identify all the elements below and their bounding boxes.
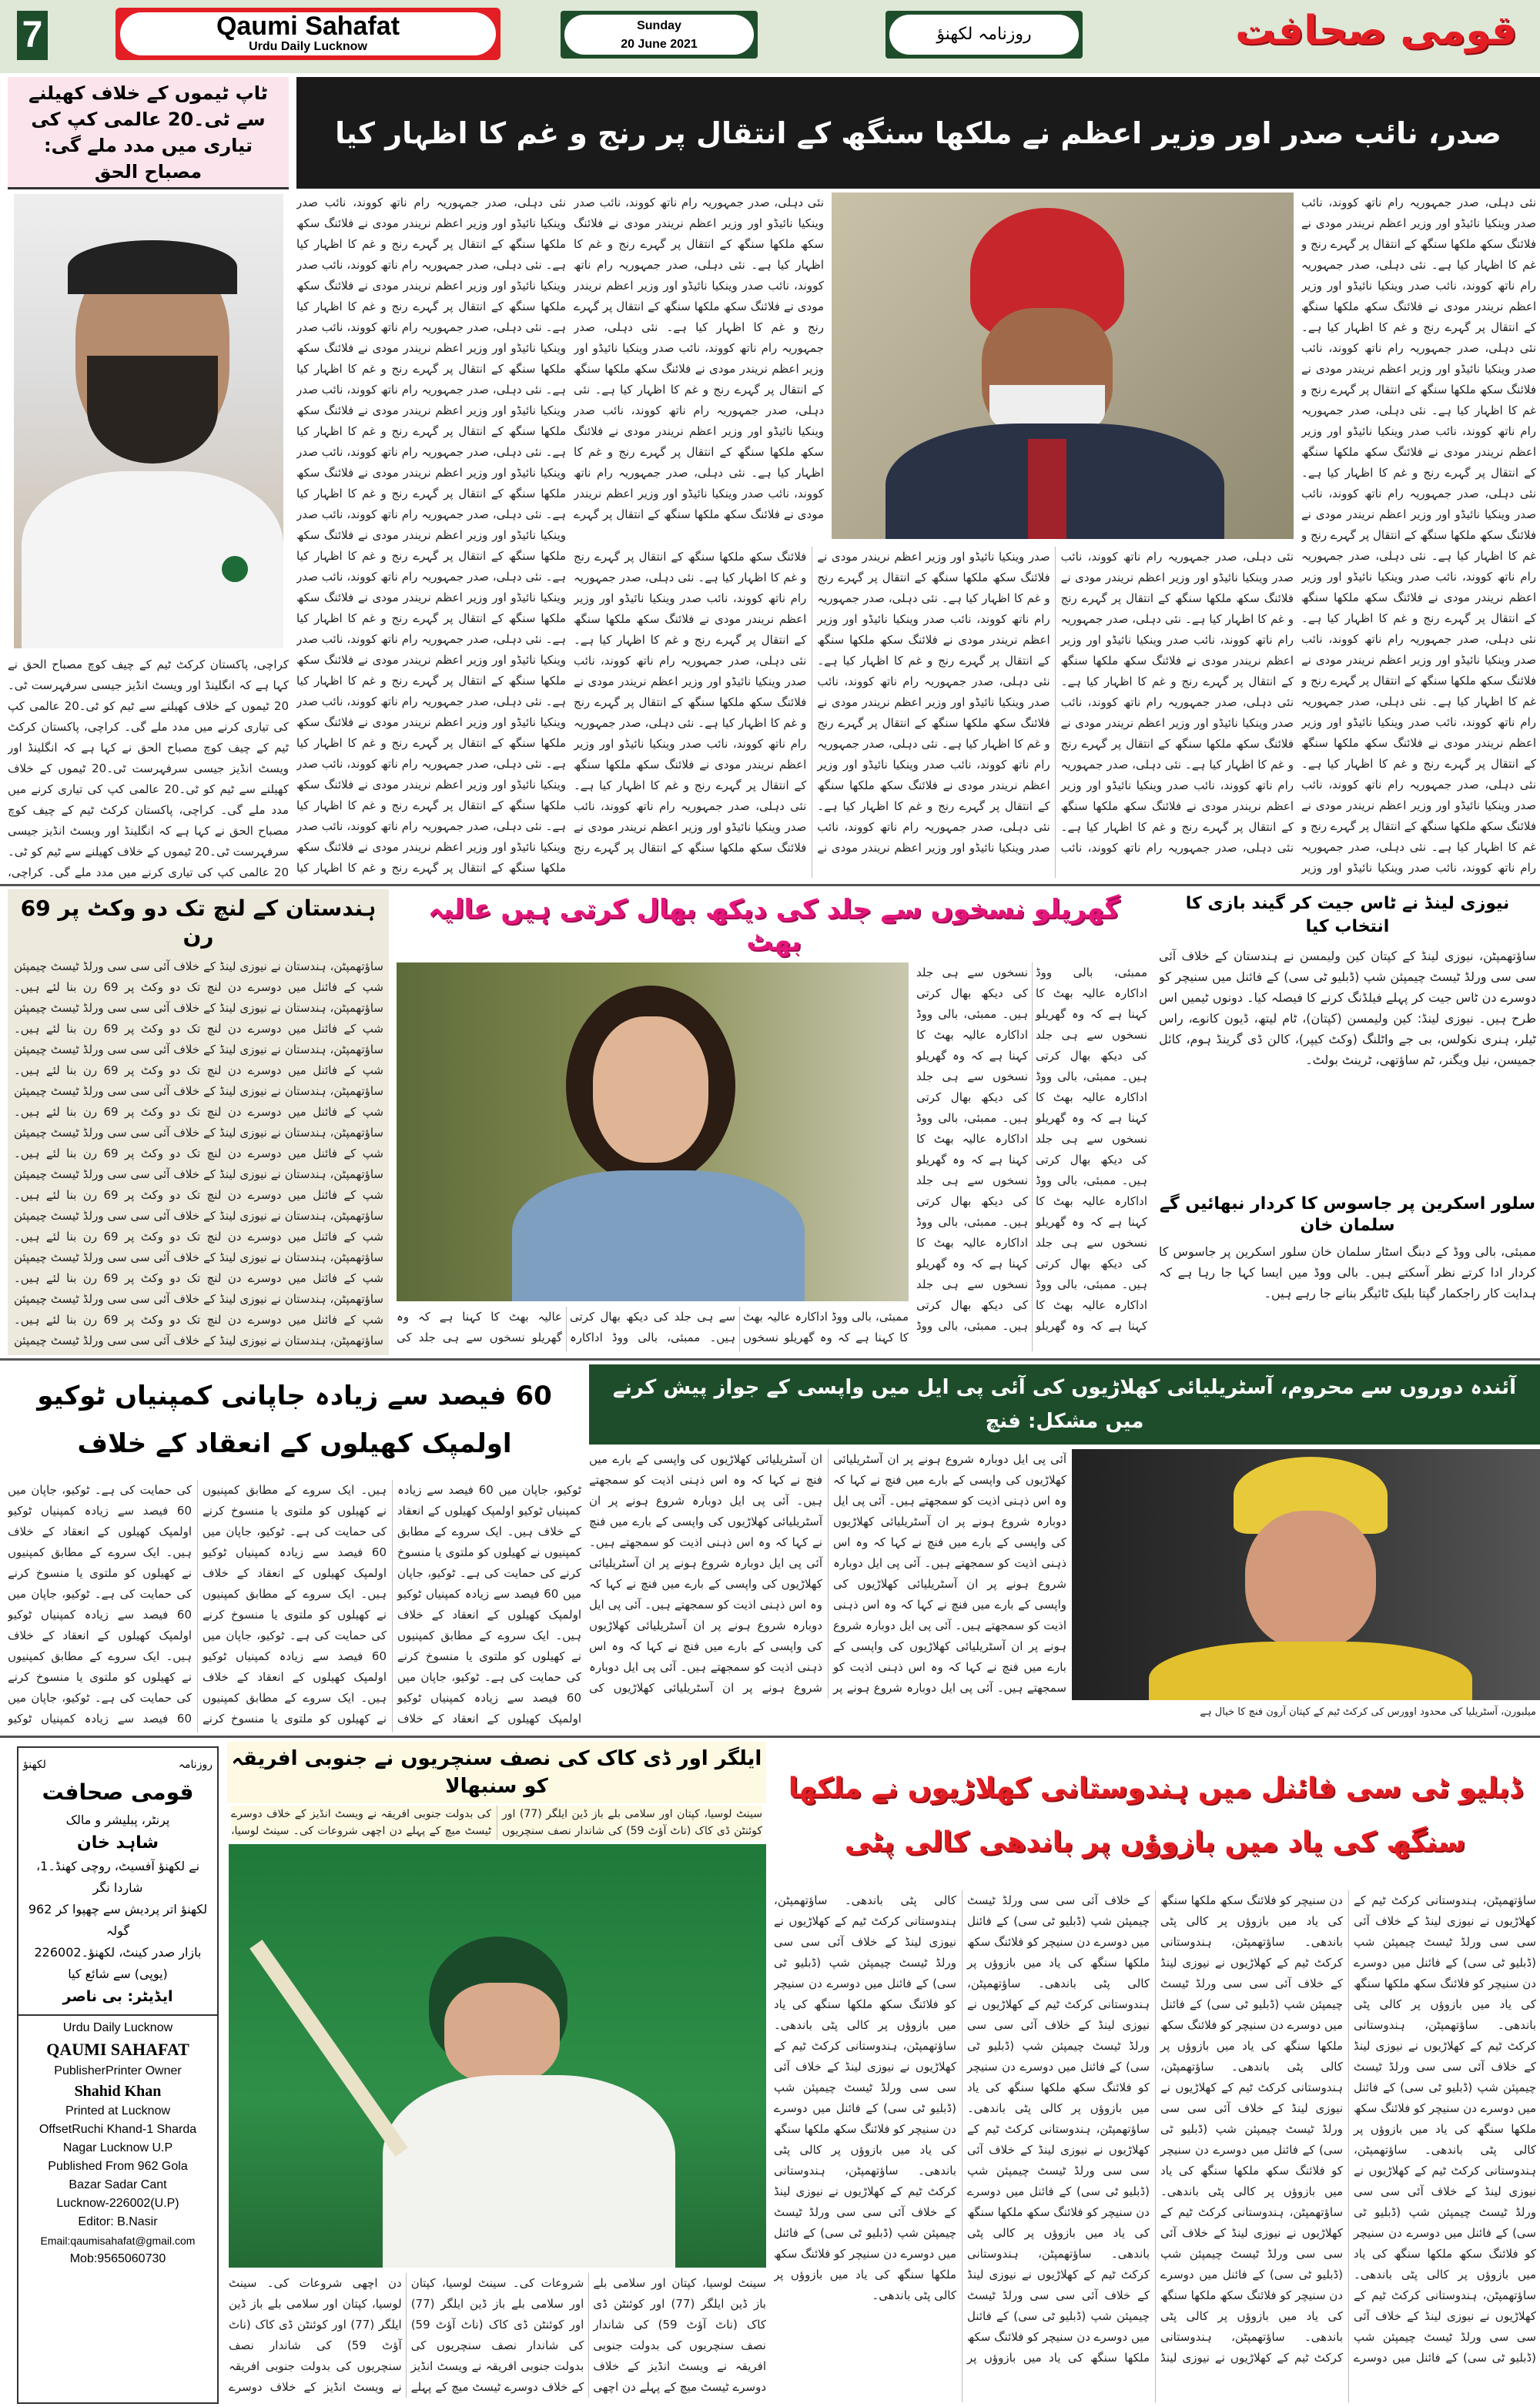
australia-caption: میلبورن، آسٹریلیا کی محدود اوورس کی کرکٹ ٹیم کے کپتان آرون فنچ کا خیال ہے xyxy=(1200,1706,1536,1718)
misbah-ul-haq-photo xyxy=(14,194,283,648)
salman-body: ممبئی، بالی ووڈ کے دبنگ اسٹار سلمان خان سلور اسکرین پر جاسوس کا کردار ادا کرتے نظر آسکتے ہیں۔ بالی ووڈ میں ایسا کہا جا رہا ہے کہ ہدایت کار راجکمار گپتا بلیک ٹائیگر بنانے جا رہے ہیں۔ xyxy=(1159,1244,1536,1301)
imprint-line: نے لکھنؤ آفسیٹ، روچی کھنڈ۔1، شاردا نگر xyxy=(35,1859,200,1895)
imprint-line: بازار صدر کینٹ، لکھنؤ۔226002 xyxy=(34,1945,202,1960)
elgar-body: سینٹ لوسیا، کپتان اور سلامی بلے باز ڈین ایلگر (77) اور کوئنٹن ڈی کاک (ناٹ آؤٹ 59) کی شاندار نصف سنچریوں کی بدولت جنوبی افریقہ نے ویسٹ انڈیز کے خلاف دوسرے ٹیسٹ میچ کے پہلے دن اچھی شروعات کی۔ سینٹ لوسیا، کپتان اور سلامی بلے باز ڈین ایلگر (77) اور کوئنٹن ڈی کاک (ناٹ آؤٹ 59) کی شاندار نصف سنچریوں کی بدولت جنوبی افریقہ نے ویسٹ انڈیز کے خلاف دوسرے ٹیسٹ میچ کے پہلے دن اچھی شروعات کی۔ سینٹ لوسیا، کپتان اور سلامی بلے باز ڈین ایلگر (77) اور کوئنٹن ڈی کاک (ناٹ آؤٹ 59) کی شاندار نصف سنچریوں کی بدولت جنوبی افریقہ نے ویسٹ انڈیز کے خلاف دوسرے xyxy=(229,2276,766,2394)
imprint-box xyxy=(17,1746,219,2404)
nz-toss-body: ساؤتھمپٹن، نیوزی لینڈ کے کپتان کین ولیمسن نے ہندستان کے خلاف آئی سی سی ورلڈ ٹیسٹ چیمپئن شپ (ڈبلیو ٹی سی) کے فائنل میں سنیچر کو دوسرے دن ٹاس جیت کر پہلے فیلڈنگ کرنے کا فیصلہ کیا۔ دونوں ٹیمیں اس طرح ہیں۔ نیوزی لینڈ: کین ولیمسن (کپتان)، ٹام لیتھ، ڈیون کانوے، راس ٹیلر، ہنری نکولس، بی جے واٹلنگ (وکٹ کیپر)، کالن ڈی گرینڈ ہوم، کائل جمیسن، نیل ویگنر، ٹم ساؤتھی، ٹرینٹ بولٹ۔ xyxy=(1159,949,1536,1067)
dean-elgar-photo xyxy=(229,1844,766,2268)
imprint-en-line: Lucknow-226002(U.P) xyxy=(56,2197,179,2210)
salman-headline: سلور اسکرین پر جاسوس کا کردار نبھائیں گے سلمان خان xyxy=(1159,1194,1536,1235)
japan-headline: 60 فیصد سے زیادہ جاپانی کمپنیاں ٹوکیو اولمپک کھیلوں کے انعقاد کے خلاف xyxy=(37,1381,552,1459)
date-box xyxy=(561,11,758,59)
imprint-en-line: OffsetRuchi Khand-1 Sharda xyxy=(38,2123,197,2136)
imprint-en-line: Printed at Lucknow xyxy=(65,2104,171,2117)
masthead-english xyxy=(116,8,500,60)
elgar-headline: ایلگر اور ڈی کاک کی نصف سنچریوں نے جنوبی افریقہ کو سنبھالا xyxy=(227,1742,766,1803)
wtc-body: ساؤتھمپٹن، ہندوستانی کرکٹ ٹیم کے کھلاڑیوں نے نیوزی لینڈ کے خلاف آئی سی سی ورلڈ ٹیسٹ چیمپئن شپ (ڈبلیو ٹی سی) کے فائنل میں دوسرے دن سنیچر کو فلائنگ سکھ ملکھا سنگھ کی یاد میں بازوؤں پر کالی پٹی باندھی۔ ساؤتھمپٹن، ہندوستانی کرکٹ ٹیم کے کھلاڑیوں نے نیوزی لینڈ کے خلاف آئی سی سی ورلڈ ٹیسٹ چیمپئن شپ (ڈبلیو ٹی سی) کے فائنل میں دوسرے دن سنیچر کو فلائنگ سکھ ملکھا سنگھ کی یاد میں بازوؤں پر کالی پٹی باندھی۔ ساؤتھمپٹن، ہندوستانی کرکٹ ٹیم کے کھلاڑیوں نے نیوزی لینڈ کے خلاف آئی سی سی ورلڈ ٹیسٹ چیمپئن شپ (ڈبلیو ٹی سی) کے فائنل میں دوسرے دن سنیچر کو فلائنگ سکھ ملکھا سنگھ کی یاد میں بازوؤں پر کالی پٹی باندھی۔ ساؤتھمپٹن، ہندوستانی کرکٹ ٹیم کے کھلاڑیوں نے نیوزی لینڈ کے خلاف آئی سی سی ورلڈ ٹیسٹ چیمپئن شپ (ڈبلیو ٹی سی) کے فائنل میں دوسرے دن سنیچر کو فلائنگ سکھ ملکھا سنگھ کی یاد میں بازوؤں پر کالی پٹی باندھی۔ ساؤتھمپٹن، ہندوستانی کرکٹ ٹیم کے کھلاڑیوں نے نیوزی لینڈ کے خلاف آئی سی سی ورلڈ ٹیسٹ چیمپئن شپ (ڈبلیو ٹی سی) کے فائنل میں دوسرے دن سنیچر کو فلائنگ سکھ ملکھا سنگھ کی یاد میں بازوؤں پر کالی پٹی باندھی۔ ساؤتھمپٹن، ہندوستانی کرکٹ ٹیم کے کھلاڑیوں نے نیوزی لینڈ کے خلاف آئی سی سی ورلڈ ٹیسٹ چیمپئن شپ (ڈبلیو ٹی سی) کے فائنل میں دوسرے دن سنیچر کو فلائنگ سکھ ملکھا سنگھ کی یاد میں بازوؤں پر کالی پٹی باندھی۔ ساؤتھمپٹن، ہندوستانی کرکٹ ٹیم کے کھلاڑیوں نے نیوزی لینڈ کے خلاف آئی سی سی ورلڈ ٹیسٹ چیمپئن شپ (ڈبلیو ٹی سی) کے فائنل میں دوسرے دن سنیچر کو فلائنگ سکھ ملکھا سنگھ کی یاد میں بازوؤں پر کالی پٹی باندھی۔ ساؤتھمپٹن، ہندوستانی کرکٹ ٹیم کے کھلاڑیوں نے نیوزی لینڈ کے خلاف آئی سی سی ورلڈ ٹیسٹ چیمپئن شپ (ڈبلیو ٹی سی) کے فائنل میں دوسرے دن سنیچر کو فلائنگ سکھ ملکھا سنگھ کی یاد میں بازوؤں پر کالی پٹی باندھی۔ ساؤتھمپٹن، ہندوستانی کرکٹ ٹیم کے کھلاڑیوں نے نیوزی لینڈ کے خلاف آئی سی سی ورلڈ ٹیسٹ چیمپئن شپ (ڈبلیو ٹی سی) کے فائنل میں دوسرے دن سنیچر کو فلائنگ سکھ ملکھا سنگھ کی یاد میں بازوؤں پر کالی پٹی باندھی۔ ساؤتھمپٹن، ہندوستانی کرکٹ ٹیم کے کھلاڑیوں نے نیوزی لینڈ کے خلاف آئی سی سی ورلڈ ٹیسٹ چیمپئن شپ (ڈبلیو ٹی سی) کے فائنل میں دوسرے دن سنیچر کو فلائنگ سکھ ملکھا سنگھ کی یاد میں بازوؤں پر کالی پٹی باندھی۔ ساؤتھمپٹن، ہندوستانی کرکٹ ٹیم کے کھلاڑیوں نے نیوزی لینڈ کے خلاف آئی سی سی ورلڈ ٹیسٹ چیمپئن شپ (ڈبلیو ٹی سی) کے فائنل میں دوسرے دن سنیچر کو فلائنگ سکھ ملکھا سنگھ کی یاد میں بازوؤں پر کالی پٹی باندھی۔ ساؤتھمپٹن، ہندوستانی کرکٹ ٹیم کے کھلاڑیوں نے نیوزی لینڈ کے خلاف آئی سی سی ورلڈ ٹیسٹ چیمپئن شپ (ڈبلیو ٹی سی) کے فائنل میں دوسرے دن سنیچر کو فلائنگ سکھ ملکھا سنگھ کی یاد میں بازوؤں پر کالی پٹی باندھی۔ ساؤتھمپٹن، ہندوستانی کرکٹ ٹیم کے کھلاڑیوں نے نیوزی لینڈ کے خلاف آئی سی سی ورلڈ ٹیسٹ چیمپئن شپ (ڈبلیو ٹی سی) کے فائنل میں دوسرے دن سنیچر کو فلائنگ سکھ ملکھا سنگھ کی یاد میں بازوؤں پر کالی پٹی باندھی۔ ساؤتھمپٹن، ہندوستانی کرکٹ ٹیم کے کھلاڑیوں نے نیوزی لینڈ کے خلاف آئی سی سی ورلڈ ٹیسٹ چیمپئن شپ (ڈبلیو ٹی سی) کے فائنل میں دوسرے دن سنیچر کو فلائنگ سکھ ملکھا سنگھ کی یاد میں بازوؤں پر کالی پٹی باندھی۔ xyxy=(774,1893,1536,2365)
milkha-headline: صدر، نائب صدر اور وزیر اعظم نے ملکھا سنگھ کے انتقال پر رنج و غم کا اظہار کیا xyxy=(296,77,1540,189)
milkha-body-col1: نئی دہلی، صدر جمہوریہ رام ناتھ کووند، نائب صدر وینکیا نائیڈو اور وزیر اعظم نریندر مودی نے فلائنگ سکھ ملکھا سنگھ کے انتقال پر گہرے رنج و غم کا اظہار کیا ہے۔ نئی دہلی، صدر جمہوریہ رام ناتھ کووند، نائب صدر وینکیا نائیڈو اور وزیر اعظم نریندر مودی نے فلائنگ سکھ ملکھا سنگھ کے انتقال پر گہرے رنج و غم کا اظہار کیا ہے۔ نئی دہلی، صدر جمہوریہ رام ناتھ کووند، نائب صدر وینکیا نائیڈو اور وزیر اعظم نریندر مودی نے فلائنگ سکھ ملکھا سنگھ کے انتقال پر گہرے رنج و غم کا اظہار کیا ہے۔ نئی دہلی، صدر جمہوریہ رام ناتھ کووند، نائب صدر وینکیا نائیڈو اور وزیر اعظم نریندر مودی نے فلائنگ سکھ ملکھا سنگھ کے انتقال پر گہرے رنج و غم کا اظہار کیا ہے۔ نئی دہلی، صدر جمہوریہ رام ناتھ کووند، نائب صدر وینکیا نائیڈو اور وزیر اعظم نریندر مودی نے فلائنگ سکھ ملکھا سنگھ کے انتقال پر گہرے رنج و غم کا اظہار کیا ہے۔ نئی دہلی، صدر جمہوریہ رام ناتھ کووند، نائب صدر وینکیا نائیڈو اور وزیر اعظم نریندر مودی نے فلائنگ سکھ ملکھا سنگھ کے انتقال پر گہرے رنج و غم کا اظہار کیا ہے۔ نئی دہلی، صدر جمہوریہ رام ناتھ کووند، نائب صدر وینکیا نائیڈو اور وزیر اعظم نریندر مودی نے فلائنگ سکھ ملکھا سنگھ کے انتقال پر گہرے رنج و غم کا اظہار کیا ہے۔ نئی دہلی، صدر جمہوریہ رام ناتھ کووند، نائب صدر وینکیا نائیڈو اور وزیر اعظم نریندر مودی نے فلائنگ سکھ ملکھا سنگھ کے انتقال پر گہرے رنج و غم کا اظہار کیا ہے۔ نئی دہلی، صدر جمہوریہ رام ناتھ کووند، نائب صدر وینکیا نائیڈو اور وزیر اعظم نریندر مودی نے فلائنگ سکھ ملکھا سنگھ کے انتقال پر گہرے رنج و غم کا اظہار کیا ہے۔ نئی دہلی، صدر جمہوریہ رام ناتھ کووند، نائب صدر وینکیا نائیڈو اور وزیر xyxy=(1301,196,1536,875)
imprint-en-owner: Shahid Khan xyxy=(74,2083,162,2100)
divider xyxy=(0,1736,1540,1738)
elgar-intro: سینٹ لوسیا، کپتان اور سلامی بلے باز ڈین ایلگر (77) اور کوئنٹن ڈی کاک (ناٹ آؤٹ 59) کی شاندار نصف سنچریوں کی بدولت جنوبی افریقہ نے ویسٹ انڈیز کے خلاف دوسرے ٹیسٹ میچ کے پہلے دن اچھی شروعات کی۔ سینٹ لوسیا، xyxy=(231,1806,762,1840)
india69-headline: ہندستان کے لنچ تک دو وکٹ پر 69 رن xyxy=(20,896,377,949)
imprint-name: قومی صحافت xyxy=(42,1779,194,1805)
imprint-owner: شاہد خان xyxy=(76,1833,159,1853)
australia-headline: آئندہ دوروں سے محروم، آسٹریلیائی کھلاڑیوں کی آئی پی ایل میں واپسی کے جواز پیش کرنے میں مشکل: فنچ xyxy=(589,1364,1540,1445)
roznama-label: روزنامہ لکھنؤ xyxy=(889,15,1079,55)
milkha-body-col-left: نئی دہلی، صدر جمہوریہ رام ناتھ کووند، نائب صدر وینکیا نائیڈو اور وزیر اعظم نریندر مودی نے فلائنگ سکھ ملکھا سنگھ کے انتقال پر گہرے رنج و غم کا اظہار کیا ہے۔ نئی دہلی، صدر جمہوریہ رام ناتھ کووند، نائب صدر وینکیا نائیڈو اور وزیر اعظم نریندر مودی نے فلائنگ سکھ ملکھا سنگھ کے انتقال پر گہرے رنج و غم کا اظہار کیا ہے۔ نئی دہلی، صدر جمہوریہ رام ناتھ کووند، نائب صدر وینکیا نائیڈو اور وزیر اعظم نریندر مودی نے فلائنگ سکھ ملکھا سنگھ کے انتقال پر گہرے رنج و غم کا اظہار کیا ہے۔ نئی دہلی، صدر جمہوریہ رام ناتھ کووند، نائب صدر وینکیا نائیڈو اور وزیر اعظم نریندر مودی نے فلائنگ سکھ ملکھا سنگھ کے انتقال پر گہرے رنج و غم کا اظہار کیا ہے۔ نئی دہلی، صدر جمہوریہ رام ناتھ کووند، نائب صدر وینکیا نائیڈو اور وزیر اعظم نریندر مودی نے فلائنگ سکھ ملکھا سنگھ کے انتقال پر گہرے xyxy=(574,196,824,521)
imprint-city: لکھنؤ xyxy=(23,1759,46,1771)
imprint-roznama: روزنامہ xyxy=(178,1759,213,1771)
masthead-subtitle: Urdu Daily Lucknow xyxy=(249,40,367,53)
imprint-en-line: Urdu Daily Lucknow xyxy=(62,2021,173,2034)
misbah-headline: ٹاپ ٹیموں کے خلاف کھیلنے سے ٹی۔20 عالمی کپ کی تیاری میں مدد ملے گی: مصباح الحق xyxy=(8,77,289,189)
imprint-en-line: Editor: B.Nasir xyxy=(78,2215,158,2228)
alia-bhatt-photo xyxy=(397,962,909,1301)
imprint-line: لکھنؤ اتر پردیش سے چھپوا کر 962 گولہ xyxy=(28,1902,208,1938)
divider xyxy=(0,1358,1540,1361)
imprint-en-line: Published From 962 Gola xyxy=(48,2160,188,2173)
japan-body: ٹوکیو، جاپان میں 60 فیصد سے زیادہ کمپنیاں ٹوکیو اولمپک کھیلوں کے انعقاد کے خلاف ہیں۔ ایک سروے کے مطابق کمپنیوں نے کھیلوں کو ملتوی یا منسوخ کرنے کی حمایت کی ہے۔ ٹوکیو، جاپان میں 60 فیصد سے زیادہ کمپنیاں ٹوکیو اولمپک کھیلوں کے انعقاد کے خلاف ہیں۔ ایک سروے کے مطابق کمپنیوں نے کھیلوں کو ملتوی یا منسوخ کرنے کی حمایت کی ہے۔ ٹوکیو، جاپان میں 60 فیصد سے زیادہ کمپنیاں ٹوکیو اولمپک کھیلوں کے انعقاد کے خلاف ہیں۔ ایک سروے کے مطابق کمپنیوں نے کھیلوں کو ملتوی یا منسوخ کرنے کی حمایت کی ہے۔ ٹوکیو، جاپان میں 60 فیصد سے زیادہ کمپنیاں ٹوکیو اولمپک کھیلوں کے انعقاد کے خلاف ہیں۔ ایک سروے کے مطابق کمپنیوں نے کھیلوں کو ملتوی یا منسوخ کرنے کی حمایت کی ہے۔ ٹوکیو، جاپان میں 60 فیصد سے زیادہ کمپنیاں ٹوکیو اولمپک کھیلوں کے انعقاد کے خلاف ہیں۔ ایک سروے کے مطابق کمپنیوں نے کھیلوں کو ملتوی یا منسوخ کرنے کی حمایت کی ہے۔ ٹوکیو، جاپان میں 60 فیصد سے زیادہ کمپنیاں ٹوکیو اولمپک کھیلوں کے انعقاد کے خلاف ہیں۔ ایک سروے کے مطابق کمپنیوں نے کھیلوں کو ملتوی یا منسوخ کرنے کی حمایت کی ہے۔ ٹوکیو، جاپان میں 60 فیصد سے زیادہ کمپنیاں ٹوکیو اولمپک کھیلوں کے انعقاد کے خلاف ہیں۔ ایک سروے کے مطابق کمپنیوں نے کھیلوں کو ملتوی یا منسوخ کرنے کی حمایت کی ہے۔ ٹوکیو، جاپان میں 60 فیصد سے زیادہ کمپنیاں ٹوکیو xyxy=(8,1483,581,1726)
imprint-line: (یوپی) سے شائع کیا xyxy=(68,1967,168,1981)
masthead-title: Qaumi Sahafat xyxy=(216,12,400,41)
roznama-box xyxy=(886,11,1083,59)
urdu-logo: قومی صحافت xyxy=(1235,8,1517,54)
india69-body: ساؤتھمپٹن، ہندستان نے نیوزی لینڈ کے خلاف آئی سی سی ورلڈ ٹیسٹ چیمپئن شپ کے فائنل میں دوسرے دن لنچ تک دو وکٹ پر 69 رن بنا لئے ہیں۔ ساؤتھمپٹن، ہندستان نے نیوزی لینڈ کے خلاف آئی سی سی ورلڈ ٹیسٹ چیمپئن شپ کے فائنل میں دوسرے دن لنچ تک دو وکٹ پر 69 رن بنا لئے ہیں۔ ساؤتھمپٹن، ہندستان نے نیوزی لینڈ کے خلاف آئی سی سی ورلڈ ٹیسٹ چیمپئن شپ کے فائنل میں دوسرے دن لنچ تک دو وکٹ پر 69 رن بنا لئے ہیں۔ ساؤتھمپٹن، ہندستان نے نیوزی لینڈ کے خلاف آئی سی سی ورلڈ ٹیسٹ چیمپئن شپ کے فائنل میں دوسرے دن لنچ تک دو وکٹ پر 69 رن بنا لئے ہیں۔ ساؤتھمپٹن، ہندستان نے نیوزی لینڈ کے خلاف آئی سی سی ورلڈ ٹیسٹ چیمپئن شپ کے فائنل میں دوسرے دن لنچ تک دو وکٹ پر 69 رن بنا لئے ہیں۔ ساؤتھمپٹن، ہندستان نے نیوزی لینڈ کے خلاف آئی سی سی ورلڈ ٹیسٹ چیمپئن شپ کے فائنل میں دوسرے دن لنچ تک دو وکٹ پر 69 رن بنا لئے ہیں۔ ساؤتھمپٹن، ہندستان نے نیوزی لینڈ کے خلاف آئی سی سی ورلڈ ٹیسٹ چیمپئن شپ کے فائنل میں دوسرے دن لنچ تک دو وکٹ پر 69 رن بنا لئے ہیں۔ ساؤتھمپٹن، ہندستان نے نیوزی لینڈ کے خلاف آئی سی سی ورلڈ ٹیسٹ چیمپئن شپ کے فائنل میں دوسرے دن لنچ تک دو وکٹ پر 69 رن بنا لئے ہیں۔ ساؤتھمپٹن، ہندستان نے نیوزی لینڈ کے خلاف آئی سی سی ورلڈ ٹیسٹ چیمپئن شپ کے فائنل میں دوسرے دن لنچ تک دو وکٹ پر 69 رن بنا لئے ہیں۔ ساؤتھمپٹن، ہندستان نے نیوزی لینڈ کے خلاف آئی سی سی ورلڈ ٹیسٹ چیمپئن xyxy=(14,959,383,1347)
date: 20 June 2021 xyxy=(621,38,698,51)
imprint-email: Email:qaumisahafat@gmail.com xyxy=(40,2235,196,2247)
alia-body-lower: ممبئی، بالی ووڈ اداکارہ عالیہ بھٹ کا کہنا ہے کہ وہ گھریلو نسخوں سے ہی جلد کی دیکھ بھال کرتی ہیں۔ ممبئی، بالی ووڈ اداکارہ عالیہ بھٹ کا کہنا ہے کہ وہ گھریلو نسخوں سے ہی جلد کی xyxy=(397,1310,909,1344)
day: Sunday xyxy=(637,19,681,32)
page-number: 7 xyxy=(17,11,48,60)
imprint-editor: ایڈیٹر: بی ناصر xyxy=(62,1988,173,2005)
alia-body: ممبئی، بالی ووڈ اداکارہ عالیہ بھٹ کا کہنا ہے کہ وہ گھریلو نسخوں سے ہی جلد کی دیکھ بھال کرتی ہیں۔ ممبئی، بالی ووڈ اداکارہ عالیہ بھٹ کا کہنا ہے کہ وہ گھریلو نسخوں سے ہی جلد کی دیکھ بھال کرتی ہیں۔ ممبئی، بالی ووڈ اداکارہ عالیہ بھٹ کا کہنا ہے کہ وہ گھریلو نسخوں سے ہی جلد کی دیکھ بھال کرتی ہیں۔ ممبئی، بالی ووڈ اداکارہ عالیہ بھٹ کا کہنا ہے کہ وہ گھریلو نسخوں سے ہی جلد کی دیکھ بھال کرتی ہیں۔ ممبئی، بالی ووڈ اداکارہ عالیہ بھٹ کا کہنا ہے کہ وہ گھریلو نسخوں سے ہی جلد کی دیکھ بھال کرتی ہیں۔ ممبئی، بالی ووڈ اداکارہ عالیہ بھٹ کا کہنا ہے کہ وہ گھریلو نسخوں سے ہی جلد کی دیکھ بھال کرتی ہیں۔ ممبئی، بالی ووڈ اداکارہ عالیہ بھٹ کا کہنا ہے کہ وہ گھریلو نسخوں سے ہی جلد کی دیکھ بھال کرتی ہیں۔ ممبئی، بالی ووڈ xyxy=(916,966,1147,1333)
imprint-en-title: QAUMI SAHAFAT xyxy=(46,2040,189,2059)
australia-body: آئی پی ایل دوبارہ شروع ہونے پر ان آسٹریلیائی کھلاڑیوں کی واپسی کے بارے میں فنچ نے کہا کہ وہ اس ذہنی اذیت کو سمجھتے ہیں۔ آئی پی ایل دوبارہ شروع ہونے پر ان آسٹریلیائی کھلاڑیوں کی واپسی کے بارے میں فنچ نے کہا کہ وہ اس ذہنی اذیت کو سمجھتے ہیں۔ آئی پی ایل دوبارہ شروع ہونے پر ان آسٹریلیائی کھلاڑیوں کی واپسی کے بارے میں فنچ نے کہا کہ وہ اس ذہنی اذیت کو سمجھتے ہیں۔ آئی پی ایل دوبارہ شروع ہونے پر ان آسٹریلیائی کھلاڑیوں کی واپسی کے بارے میں فنچ نے کہا کہ وہ اس ذہنی اذیت کو سمجھتے ہیں۔ آئی پی ایل دوبارہ شروع ہونے پر ان آسٹریلیائی کھلاڑیوں کی واپسی کے بارے میں فنچ نے کہا کہ وہ اس ذہنی اذیت کو سمجھتے ہیں۔ آئی پی ایل دوبارہ شروع ہونے پر ان آسٹریلیائی کھلاڑیوں کی واپسی کے بارے میں فنچ نے کہا کہ وہ اس ذہنی اذیت کو سمجھتے ہیں۔ آئی پی ایل دوبارہ شروع ہونے پر ان آسٹریلیائی کھلاڑیوں کی واپسی کے بارے میں فنچ نے کہا کہ وہ اس ذہنی اذیت کو سمجھتے ہیں۔ آئی پی ایل دوبارہ شروع ہونے پر ان آسٹریلیائی کھلاڑیوں کی واپسی کے بارے میں فنچ نے کہا کہ وہ اس ذہنی اذیت کو سمجھتے ہیں۔ آئی پی ایل دوبارہ شروع ہونے پر ان آسٹریلیائی کھلاڑیوں کی xyxy=(589,1452,1066,1695)
masthead-bar xyxy=(0,0,1540,73)
aaron-finch-photo xyxy=(1072,1449,1540,1700)
milkha-singh-photo xyxy=(832,192,1294,539)
alia-headline: گھریلو نسخوں سے جلد کی دیکھ بھال کرتی ہیں عالیہ بھٹ xyxy=(427,894,1120,957)
imprint-en-line: Bazar Sadar Cant xyxy=(69,2178,167,2191)
nz-toss-headline: نیوزی لینڈ نے ٹاس جیت کر گیند بازی کا انتخاب کیا xyxy=(1185,894,1510,936)
wtc-headline: ڈبلیو ٹی سی فائنل میں ہندوستانی کھلاڑیوں نے ملکھا سنگھ کی یاد میں بازوؤں پر باندھی کالی پٹی xyxy=(788,1773,1522,1858)
milkha-body-lower: نئی دہلی، صدر جمہوریہ رام ناتھ کووند، نائب صدر وینکیا نائیڈو اور وزیر اعظم نریندر مودی نے فلائنگ سکھ ملکھا سنگھ کے انتقال پر گہرے رنج و غم کا اظہار کیا ہے۔ نئی دہلی، صدر جمہوریہ رام ناتھ کووند، نائب صدر وینکیا نائیڈو اور وزیر اعظم نریندر مودی نے فلائنگ سکھ ملکھا سنگھ کے انتقال پر گہرے رنج و غم کا اظہار کیا ہے۔ نئی دہلی، صدر جمہوریہ رام ناتھ کووند، نائب صدر وینکیا نائیڈو اور وزیر اعظم نریندر مودی نے فلائنگ سکھ ملکھا سنگھ کے انتقال پر گہرے رنج و غم کا اظہار کیا ہے۔ نئی دہلی، صدر جمہوریہ رام ناتھ کووند، نائب صدر وینکیا نائیڈو اور وزیر اعظم نریندر مودی نے فلائنگ سکھ ملکھا سنگھ کے انتقال پر گہرے رنج و غم کا اظہار کیا ہے۔ نئی دہلی، صدر جمہوریہ رام ناتھ کووند، نائب صدر وینکیا نائیڈو اور وزیر اعظم نریندر مودی نے فلائنگ سکھ ملکھا سنگھ کے انتقال پر گہرے رنج و غم کا اظہار کیا ہے۔ نئی دہلی، صدر جمہوریہ رام ناتھ کووند، نائب صدر وینکیا نائیڈو اور وزیر اعظم نریندر مودی نے فلائنگ سکھ ملکھا سنگھ کے انتقال پر گہرے رنج و غم کا اظہار کیا ہے۔ نئی دہلی، صدر جمہوریہ رام ناتھ کووند، نائب صدر وینکیا نائیڈو اور وزیر اعظم نریندر مودی نے فلائنگ سکھ ملکھا سنگھ کے انتقال پر گہرے رنج و غم کا اظہار کیا ہے۔ نئی دہلی، صدر جمہوریہ رام ناتھ کووند، نائب صدر وینکیا نائیڈو اور وزیر اعظم نریندر مودی نے فلائنگ سکھ ملکھا سنگھ کے انتقال پر گہرے رنج و غم کا اظہار کیا ہے۔ نئی دہلی، صدر جمہوریہ رام ناتھ کووند، نائب صدر وینکیا نائیڈو اور وزیر اعظم نریندر مودی نے فلائنگ سکھ ملکھا سنگھ کے انتقال پر گہرے رنج و غم کا اظہار کیا ہے۔ نئی دہلی، صدر جمہوریہ رام ناتھ کووند، نائب صدر وینکیا نائیڈو اور وزیر اعظم نریندر مودی نے فلائنگ سکھ ملکھا سنگھ کے انتقال پر گہرے رنج و غم کا اظہار کیا ہے۔ نئی دہلی، صدر جمہوریہ رام ناتھ کووند، نائب صدر وینکیا نائیڈو اور وزیر اعظم نریندر مودی نے فلائنگ سکھ ملکھا سنگھ کے انتقال پر گہرے رنج و غم کا اظہار کیا ہے۔ نئی دہلی، صدر جمہوریہ رام ناتھ کووند، نائب صدر وینکیا نائیڈو اور وزیر اعظم نریندر مودی نے فلائنگ سکھ ملکھا سنگھ کے انتقال پر گہرے رنج و غم کا اظہار کیا ہے۔ نئی دہلی، صدر جمہوریہ رام ناتھ کووند، نائب صدر وینکیا نائیڈو اور وزیر اعظم نریندر مودی نے فلائنگ سکھ ملکھا سنگھ کے انتقال پر گہرے رنج xyxy=(574,550,1294,855)
imprint-phone: Mob:9565060730 xyxy=(69,2252,166,2265)
misbah-body-bottom: کراچی، پاکستان کرکٹ ٹیم کے چیف کوچ مصباح الحق نے کہا ہے کہ انگلینڈ اور ویسٹ انڈیز جیسی سرفہرست ٹی۔20 ٹیموں کے خلاف کھیلنے سے ٹیم کو ٹی۔20 عالمی کپ کی تیاری کرنے میں مدد ملے گی۔ کراچی، پاکستان کرکٹ ٹیم کے چیف کوچ مصباح الحق نے کہا ہے کہ انگلینڈ اور ویسٹ انڈیز جیسی سرفہرست ٹی۔20 ٹیموں کے خلاف کھیلنے سے ٹیم کو ٹی۔20 عالمی کپ کی تیاری کرنے میں مدد ملے گی۔ کراچی، پاکستان کرکٹ ٹیم کے چیف کوچ مصباح الحق نے کہا ہے کہ انگلینڈ اور ویسٹ انڈیز جیسی سرفہرست ٹی۔20 ٹیموں کے خلاف کھیلنے سے ٹیم کو ٹی۔20 عالمی کپ کی تیاری کرنے میں مدد ملے گی۔ کراچی، xyxy=(8,658,289,879)
imprint-en-line: Nagar Lucknow U.P xyxy=(62,2141,173,2154)
imprint-en-line: PublisherPrinter Owner xyxy=(54,2064,182,2077)
milkha-body-col-far: نئی دہلی، صدر جمہوریہ رام ناتھ کووند، نائب صدر وینکیا نائیڈو اور وزیر اعظم نریندر مودی نے فلائنگ سکھ ملکھا سنگھ کے انتقال پر گہرے رنج و غم کا اظہار کیا ہے۔ نئی دہلی، صدر جمہوریہ رام ناتھ کووند، نائب صدر وینکیا نائیڈو اور وزیر اعظم نریندر مودی نے فلائنگ سکھ ملکھا سنگھ کے انتقال پر گہرے رنج و غم کا اظہار کیا ہے۔ نئی دہلی، صدر جمہوریہ رام ناتھ کووند، نائب صدر وینکیا نائیڈو اور وزیر اعظم نریندر مودی نے فلائنگ سکھ ملکھا سنگھ کے انتقال پر گہرے رنج و غم کا اظہار کیا ہے۔ نئی دہلی، صدر جمہوریہ رام ناتھ کووند، نائب صدر وینکیا نائیڈو اور وزیر اعظم نریندر مودی نے فلائنگ سکھ ملکھا سنگھ کے انتقال پر گہرے رنج و غم کا اظہار کیا ہے۔ نئی دہلی، صدر جمہوریہ رام ناتھ کووند، نائب صدر وینکیا نائیڈو اور وزیر اعظم نریندر مودی نے فلائنگ سکھ ملکھا سنگھ کے انتقال پر گہرے رنج و غم کا اظہار کیا ہے۔ نئی دہلی، صدر جمہوریہ رام ناتھ کووند، نائب صدر وینکیا نائیڈو اور وزیر اعظم نریندر مودی نے فلائنگ سکھ ملکھا سنگھ کے انتقال پر گہرے رنج و غم کا اظہار کیا ہے۔ نئی دہلی، صدر جمہوریہ رام ناتھ کووند، نائب صدر وینکیا نائیڈو اور وزیر اعظم نریندر مودی نے فلائنگ سکھ ملکھا سنگھ کے انتقال پر گہرے رنج و غم کا اظہار کیا ہے۔ نئی دہلی، صدر جمہوریہ رام ناتھ کووند، نائب صدر وینکیا نائیڈو اور وزیر اعظم نریندر مودی نے فلائنگ سکھ ملکھا سنگھ کے انتقال پر گہرے رنج و غم کا اظہار کیا ہے۔ نئی دہلی، صدر جمہوریہ رام ناتھ کووند، نائب صدر وینکیا نائیڈو اور وزیر اعظم نریندر مودی نے فلائنگ سکھ ملکھا سنگھ کے انتقال پر گہرے رنج و غم کا اظہار کیا ہے۔ نئی دہلی، صدر جمہوریہ رام ناتھ کووند، نائب صدر وینکیا نائیڈو اور وزیر اعظم نریندر مودی نے فلائنگ سکھ ملکھا سنگھ کے انتقال پر گہرے رنج و غم کا اظہار کیا ہے۔ نئی دہلی، صدر جمہوریہ رام ناتھ کووند، نائب صدر وینکیا نائیڈو اور وزیر اعظم نریندر مودی نے فلائنگ سکھ ملکھا سنگھ کے انتقال پر گہرے رنج و غم کا اظہار کیا xyxy=(296,196,566,875)
imprint-line: پرنٹر، پبلیشر و مالک xyxy=(65,1813,170,1827)
divider xyxy=(0,884,1540,886)
